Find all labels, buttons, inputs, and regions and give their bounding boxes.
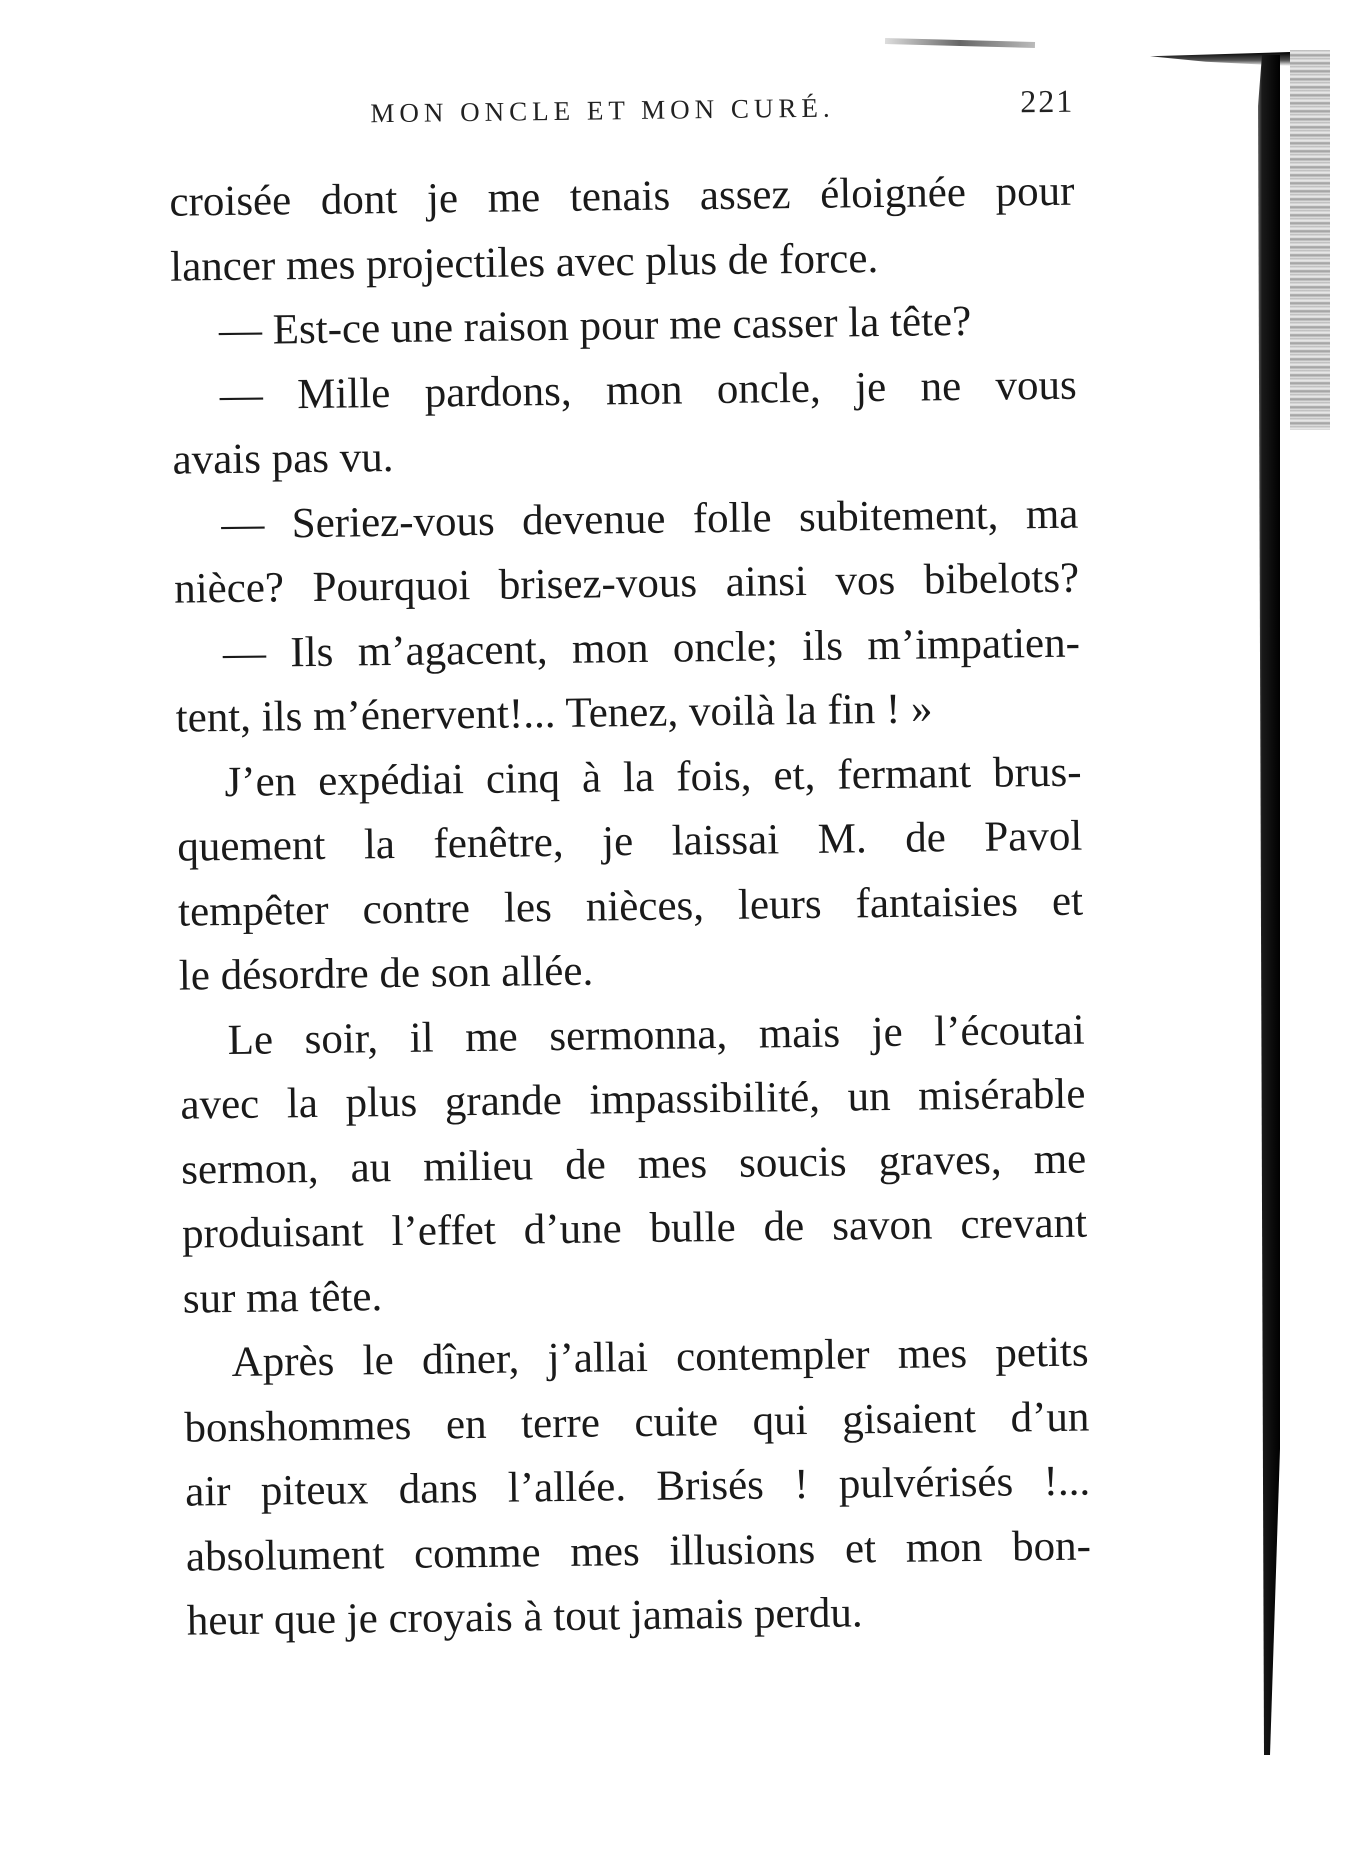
page-number: 221 xyxy=(1020,82,1075,120)
body-text xyxy=(169,160,1092,1654)
text-line: avais pas vu. xyxy=(172,433,394,484)
text-line: tent, ils m’énervent!... Tenez, voilà la fin ! » xyxy=(175,685,933,742)
text-line: avec la plus grande impassibilité, un misérable xyxy=(180,1070,1086,1129)
running-title: MON ONCLE ET MON CURÉ. xyxy=(370,92,835,129)
text-line: Le soir, il me sermonna, mais je l’écoutai xyxy=(227,1006,1085,1064)
text-line: sur ma tête. xyxy=(182,1272,383,1323)
text-line: nièce? Pourquoi brisez-vous ainsi vos bibelots? xyxy=(173,554,1080,613)
text-line: — Ils m’agacent, mon oncle; ils m’impatien- xyxy=(222,619,1081,677)
text-line: quement la fenêtre, je laissai M. de Pavol xyxy=(177,812,1083,871)
text-line: tempêter contre les nièces, leurs fantaisies et xyxy=(177,877,1084,936)
text-line: le désordre de son allée. xyxy=(178,947,594,1000)
text-line: heur que je croyais à tout jamais perdu. xyxy=(186,1589,863,1645)
text-line: — Est-ce une raison pour me casser la tête? xyxy=(218,297,972,355)
text-line: bonshommes en terre cuite qui gisaient d’un xyxy=(184,1393,1090,1452)
text-line: — Mille pardons, mon oncle, je ne vous xyxy=(219,361,1078,419)
text-line: lancer mes projectiles avec plus de force. xyxy=(169,234,879,291)
text-line: sermon, au milieu de mes soucis graves, me xyxy=(180,1135,1087,1194)
text-line: produisant l’effet d’une bulle de savon crevant xyxy=(181,1199,1088,1258)
text-line: Après le dîner, j’allai contempler mes petits xyxy=(231,1328,1089,1387)
text-line: absolument comme mes illusions et mon bon- xyxy=(185,1522,1092,1581)
text-line: air piteux dans l’allée. Brisés ! pulvérisés !... xyxy=(184,1457,1091,1516)
text-line: — Seriez-vous devenue folle subitement, ma xyxy=(221,490,1079,548)
text-line: croisée dont je me tenais assez éloignée pour xyxy=(169,167,1075,226)
text-line: J’en expédiai cinq à la fois, et, fermant brus- xyxy=(224,748,1082,806)
